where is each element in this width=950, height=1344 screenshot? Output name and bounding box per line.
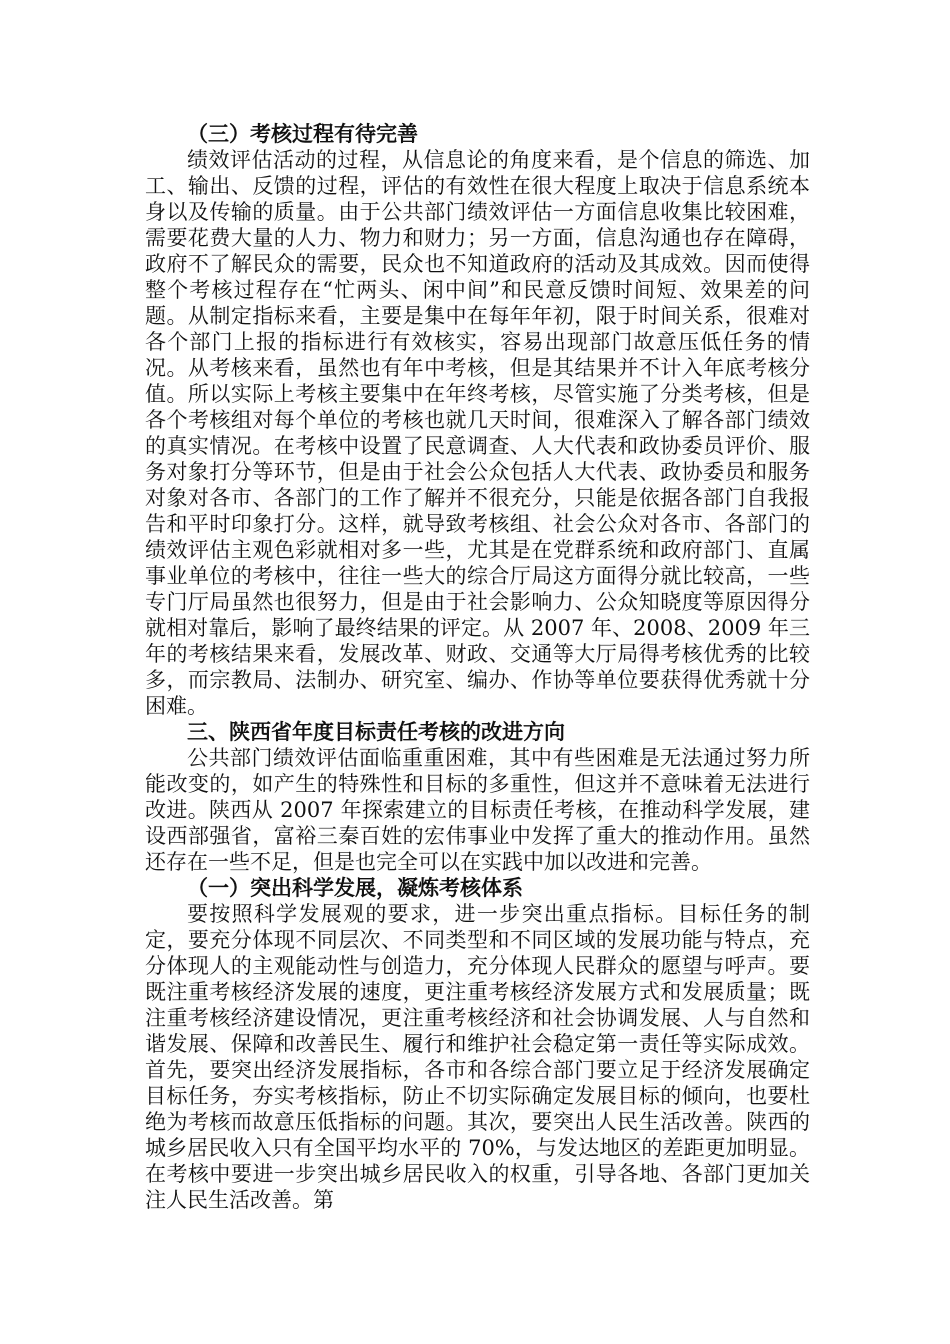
subsection-heading-3: （三）考核过程有待完善	[187, 122, 418, 146]
subsection-heading-1: （一）突出科学发展，凝炼考核体系	[187, 876, 523, 900]
body-paragraph-3: 要按照科学发展观的要求，进一步突出重点指标。目标任务的制定，要充分体现不同层次、不同类型和不同区域的发展功能与特点，充分体现人的主观能动性与创造力，充分体现人民群众的愿望与呼声。要既注重考核经济发展的速度，更注重考核经济发展方式和发展质量；既注重考核经济建设情况，更注重考核经济和社会协调发展、人与自然和谐发展、保障和改善民生、履行和维护社会稳定第一责任等实际成效。首先，要突出经济发展指标，各市和各综合部门要立足于经济发展确定目标任务，夯实考核指标，防止不切实际确定发展目标的倾向，也要杜绝为考核而故意压低指标的问题。其次，要突出人民生活改善。陕西的城乡居民收入只有全国平均水平的 70%，与发达地区的差距更加明显。在考核中要进一步突出城乡居民收入的权重，引导各地、各部门更加关注人民生活改善。第	[145, 902, 810, 1212]
section-heading-improvement: 三、陕西省年度目标责任考核的改进方向	[187, 720, 565, 744]
document-page	[145, 121, 810, 1213]
body-paragraph-1: 绩效评估活动的过程，从信息论的角度来看，是个信息的筛选、加工、输出、反馈的过程，评估的有效性在很大程度上取决于信息系统本身以及传输的质量。由于公共部门绩效评估一方面信息收集比较困难，需要花费大量的人力、物力和财力；另一方面，信息沟通也存在障碍，政府不了解民众的需要，民众也不知道政府的活动及其成效。因而使得整个考核过程存在“忙两头、闲中间”和民意反馈时间短、效果差的问题。从制定指标来看，主要是集中在每年年初，限于时间关系，很难对各个部门上报的指标进行有效核实，容易出现部门故意压低任务的情况。从考核来看，虽然也有年中考核，但是其结果并不计入年底考核分值。所以实际上考核主要集中在年终考核，尽管实施了分类考核，但是各个考核组对每个单位的考核也就几天时间，很难深入了解各部门绩效的真实情况。在考核中设置了民意调查、人大代表和政协委员评价、服务对象打分等环节，但是由于社会公众包括人大代表、政协委员和服务对象对各市、各部门的工作了解并不很充分，只能是依据各部门自我报告和平时印象打分。这样，就导致考核组、社会公众对各市、各部门的绩效评估主观色彩就相对多一些，尤其是在党群系统和政府部门、直属事业单位的考核中，往往一些大的综合厅局这方面得分就比较高，一些专门厅局虽然也很努力，但是由于社会影响力、公众知晓度等原因得分就相对靠后，影响了最终结果的评定。从 2007 年、2008、2009 年三年的考核结果来看，发展改革、财政、交通等大厅局得考核优秀的比较多，而宗教局、法制办、研究室、编办、作协等单位要获得优秀就十分困难。	[145, 148, 810, 718]
body-paragraph-2: 公共部门绩效评估面临重重困难，其中有些困难是无法通过努力所能改变的，如产生的特殊性和目标的多重性，但这并不意味着无法进行改进。陕西从 2007 年探索建立的目标责任考核，在推动科学发展，建设西部强省，富裕三秦百姓的宏伟事业中发挥了重大的推动作用。虽然还存在一些不足，但是也完全可以在实践中加以改进和完善。	[145, 746, 810, 874]
